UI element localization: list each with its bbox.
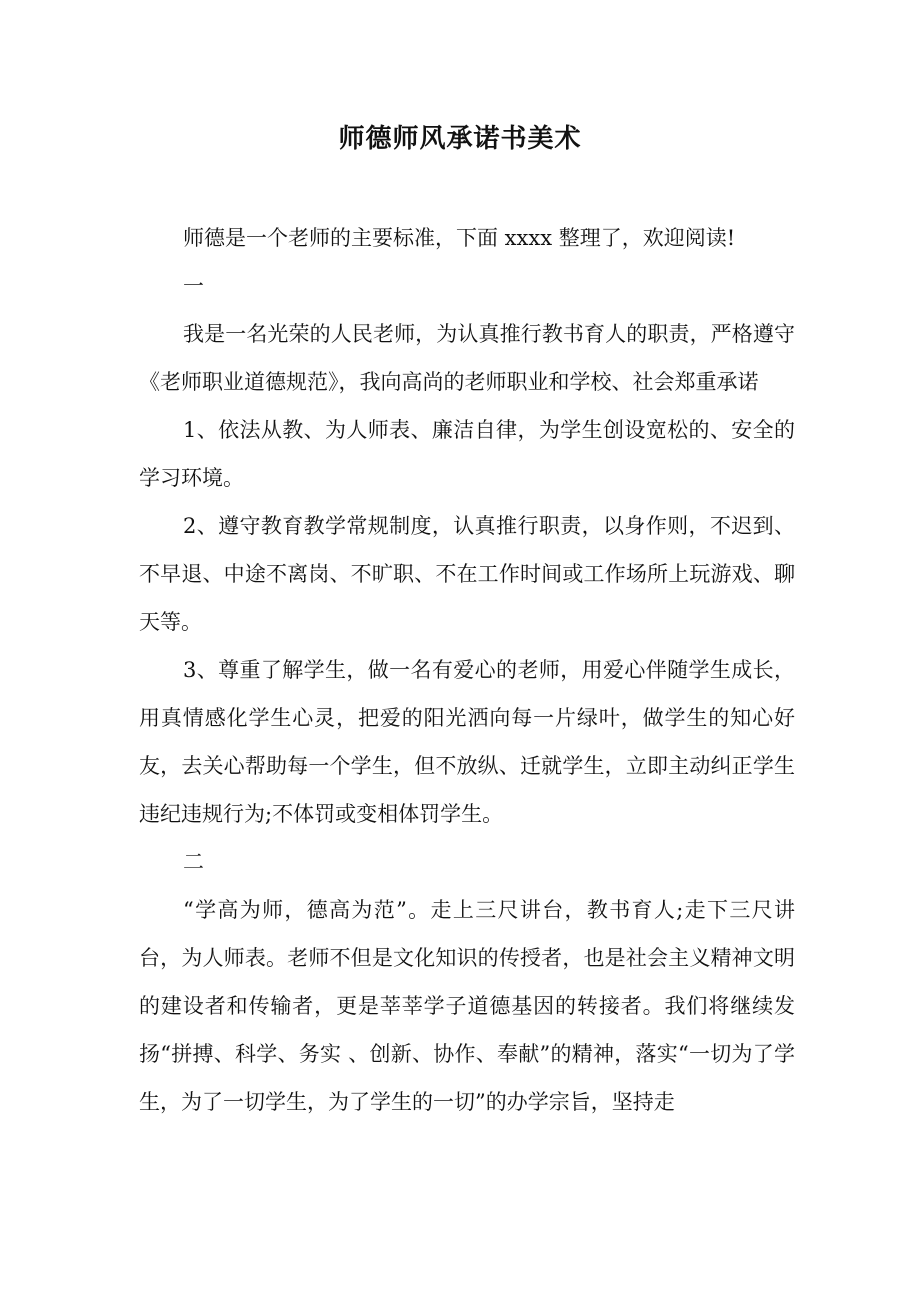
pledge-item-2: 2、遵守教育教学常规制度，认真推行职责，以身作则，不迟到、不早退、中途不离岗、不旷职、不在工作时间或工作场所上玩游戏、聊天等。 [139,514,795,634]
section-heading-one: 一 [183,274,204,298]
document-body [139,214,795,1126]
pledge-paragraph: 我是一名光荣的人民老师，为认真推行教书育人的职责，严格遵守《老师职业道德规范》，我向高尚的老师职业和学校、社会郑重承诺 [139,322,795,394]
section-heading-two: 二 [183,850,204,874]
section-two-paragraph: “学高为师，德高为范”。走上三尺讲台，教书育人;走下三尺讲台，为人师表。老师不但是文化知识的传授者，也是社会主义精神文明的建设者和传输者，更是莘莘学子道德基因的转接者。我们将继续发扬“拼搏、科学、务实 、创新、协作、奉献”的精神，落实“一切为了学生，为了一切学生，为了学生的一切”的办学宗旨，坚持走 [139,898,795,1114]
pledge-item-3: 3、尊重了解学生，做一名有爱心的老师，用爱心伴随学生成长，用真情感化学生心灵，把爱的阳光洒向每一片绿叶，做学生的知心好友，去关心帮助每一个学生，但不放纵、迁就学生，立即主动纠正学生违纪违规行为;不体罚或变相体罚学生。 [139,658,795,826]
intro-paragraph: 师德是一个老师的主要标准，下面 xxxx 整理了，欢迎阅读! [183,226,736,250]
pledge-item-1: 1、依法从教、为人师表、廉洁自律，为学生创设宽松的、安全的学习环境。 [139,418,795,490]
document-title: 师德师风承诺书美术 [338,124,582,154]
